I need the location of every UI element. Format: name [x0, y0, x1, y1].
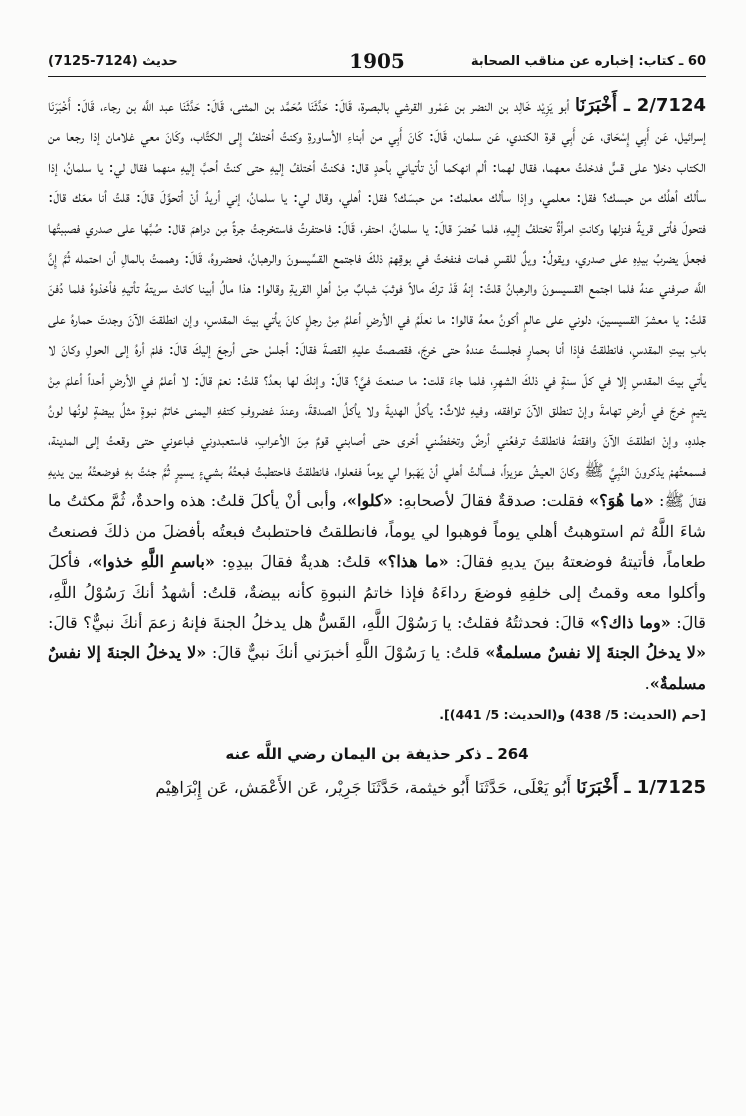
hadith-range: حديث (7124-7125) [48, 54, 178, 69]
prophet-quote: «لا يدخلُ الجنةَ إلا نفسٌ مسلمةٌ» [485, 643, 707, 663]
prophet-quote: «وما ذاك؟» [590, 612, 671, 632]
hadith-number: 1/7125 [636, 777, 706, 799]
hadith-end: . [644, 673, 650, 693]
prophet-quote: «كلوا» [346, 491, 393, 511]
hadith-7124-paragraph: 2/7124 ـ أَخْبَرَنَا أبو يَزِيْد خَالِد بن النضر بن عَمْرو القرشي بالبصرة، قَالَ: حَدَّثَنَا مُحَمَّد بن المثنى، قَالَ: حَدَّثَنَا عبد اللَّه بن رجاء، قَالَ: أَخْبَرَنَا إسرائيل، عَن أَبِي إِسْحَاق، عَن أَبِي قرة الكندي، عَن سلمان، قَالَ: كَانَ أَبِي من أبناءِ الأساورةِ وكنتُ أختلفُ إِلى الكتَّاب، وكَانَ معي غلامان إذا رجعا من الكتاب دخلا على قسٍّ فدخلتُ معهما، فقال لهما: ألم انهكما أنْ تأتياني بأحدٍ قال: فكنتُ أختلفُ إليهِ حتى كنتُ أحبَّ إليهِ منهما فقال لي: يا سلمانُ، إذا سألك أهلُك من حبسك؟ فقل: معلمي، وإذا سألك معلمك: من حبسَك؟ فقل: أهلي، وقال لي: يا سلمانُ، إني أريدُ أنْ أتحوَّلَ قالَ: قلتُ أنا معَك قالَ: فتحولَ فأتى قريةً فنزلها وكانتِ امرأةٌ تختلفُ إليهِ، فلما حُضرَ قالَ: يا سلمانُ، احتفر، قَالَ: فاحتفرتُ فاستخرجتُ جرةً مِن دراهمَ قال: صُبَّها على صدري فصببتُها فجعلَ يضربُ بيدِهِ على صدري، ويقولُ: ويلٌ للقسِ فمات فنفختُ في بوقِهمْ ذلكَ فاجتمع القسِّيسونَ والرهبانُ، فحضروهُ، قَالَ: وهممتُ بالمالِ أن احتمله ثُمَّ إِنَّ اللَّه صرفني عنهُ فلما اجتمع القسيسونَ والرهبانُ قلتُ: إنهُ قَدْ تركَ مالاً فوثبَ شبابٌ مِنْ أهلِ القريةِ وقالوا: هذا مالُ أبينا كانتْ سريتهُ تأتيهِ فأخذوهُ فلما دُفنَ قلتُ: يا معشرَ القسيسينَ، دلوني على عالمٍ أكونُ معهُ قالوا: ما نعلَمُ في الأرضِ أعلمُ مِنْ رجلٍ كانَ يأتي بيتَ المقدسِ، وإن انطلقتَ الآنَ وجدتَ حمارهُ على بابِ بيتِ المقدسِ، فانطلقتُ فإذا أنا بحمارٍ فجلستُ عندهُ حتى خرجَ، فقصصتُ عليهِ القصةَ فقالَ: أجلسْ حتى أرجعَ إليكَ قالَ: فلمْ أرهُ إلى الحولِ وكانَ لا يأتي بيتَ المقدسِ إلا في كلّ سنةٍ في ذلكَ الشهرِ، فلما جاءَ قلت: ما صنعتَ فيَّ؟ قالَ: وإنكَ لها بعدُ؟ قلتُ: نعمْ قالَ: لا أعلمُ في الأرضِ أحداً أعلمَ مِنْ يتيمٍ خرجَ في أرضِ تهامةَ وإنْ تنطلق الآنَ توافقه، وفيهِ ثلاثٌ: يأكلُ الهديةَ ولا يأكلُ الصدقةَ، وعندَ غضروفِ كتفهِ اليمنى خاتمُ نبوةٍ مثلُ بيضةٍ لونُها لونُ جلدهِ، وإنْ انطلقتَ الآنَ وافقتهُ فانطلقتُ ترفعُني أرضٌ وتخفضُني أخرى حتى أصابني قومٌ مِنَ الأعرابِ، فاستعبدوني فباعوني حتى وقعتُ إلى المدينة، فسمعتُهمْ يذكرونَ النَّبِيَّ ﷺ وكانَ العيشُ عزيزاً، فسألتُ أهلي أنْ يَهَبوا لي يوماً ففعلوا، فانطلقتُ فاحتطبتُ فبعتُهُ بشيءٍ يسيرٍ ثُمَّ جئتُ بهِ فوضعتُهُ بين يديهِ فقالَ ﷺ: «ما هُوَ؟» فقلت: صدقةٌ فقالَ لأصحابهِ: «كلوا»، وأبى أنْ يأكلَ قلتُ: هذه واحدةٌ، ثُمَّ مكثتُ ما شاءَ اللَّهُ ثم استوهبتُ أهلي يوماً فوهبوا لي يوماً، فانطلقتُ فاحتطبتُ فبعتُه بأفضلَ من ذلكَ فصنعتُ طعاماً، فأتيتهُ فوضعتهُ بينَ يديهِ فقالَ: «ما هذا؟» قلتُ: هديةٌ فقالَ بيدِهِ: «باسمِ اللَّهِ خذوا»، فأكلَ وأكلوا معه وقمتُ إلى خلفِهِ فوضعَ رداءَهُ فإذا خاتمُ النبوةِ كأنه بيضةٌ، قلتُ: أشهدُ أنكَ رَسُوْلُ اللَّهِ، قالَ: «وما ذاك؟» قالَ: فحدثتُهُ فقلتُ: يا رَسُوْلَ اللَّهِ، القَسُّ هل يدخلُ الجنةَ فإنهُ زعمَ أنكَ نبيٌّ؟ قالَ: «لا يدخلُ الجنةَ إلا نفسٌ مسلمةٌ» قلتُ: يا رَسُوْلَ اللَّهِ أخبرَني أنكَ نبيٌّ قالَ: «لا يدخلُ الجنةَ إلا نفسٌ مسلمةٌ». [48, 95, 707, 693]
chapter-title: 60 ـ كتاب: إخباره عن مناقب الصحابة [470, 54, 706, 69]
hadith-text: ، فأكلَ وأكلوا معه وقمتُ إلى خلفِهِ فوضعَ رداءَهُ فإذا خاتمُ النبوةِ كأنه بيضةٌ، قلتُ: أشهدُ أنكَ رَسُوْلُ اللَّهِ، قالَ: [48, 552, 706, 632]
prophet-quote: «ما هُوَ؟» [589, 491, 654, 511]
prophet-quote: «باسمِ اللَّهِ خذوا» [92, 552, 215, 572]
hadith-text: ، وأبى أنْ يأكلَ قلتُ: هذه واحدةٌ، ثُمَّ مكثتُ ما شاءَ اللَّهُ ثم استوهبتُ أهلي يوماً فوهبوا لي يوماً، فانطلقتُ فاحتطبتُ فبعتُه بأفضلَ من ذلكَ فصنعتُ طعاماً، فأتيتهُ فوضعتهُ بينَ يديهِ فقالَ: [48, 491, 706, 572]
section-heading: 264 ـ ذكر حذيفة بن اليمان رضي اللَّه عنه [225, 745, 529, 764]
hadith-7124 [48, 91, 706, 699]
hadith-text: أبو يَزِيْد خَالِد بن النضر بن عَمْرو القرشي بالبصرة، قَالَ: حَدَّثَنَا مُحَمَّد بن المثنى، قَالَ: حَدَّثَنَا عبد اللَّه بن رجاء، قَالَ: أَخْبَرَنَا إسرائيل، عَن أَبِي إِسْحَاق، عَن أَبِي قرة الكندي، عَن سلمان، قَالَ: كَانَ أَبِي من أبناءِ الأساورةِ وكنتُ أختلفُ إِلى الكتَّاب، وكَانَ معي غلامان إذا رجعا من الكتاب دخلا على قسٍّ فدخلتُ معهما، فقال لهما: ألم انهكما أنْ تأتياني بأحدٍ قال: فكنتُ أختلفُ إليهِ حتى كنتُ أحبَّ إليهِ منهما فقال لي: يا سلمانُ، إذا سألك أهلُك من حبسك؟ فقل: معلمي، وإذا سألك معلمك: من حبسَك؟ فقل: أهلي، وقال لي: يا سلمانُ، إني أريدُ أنْ أتحوَّلَ قالَ: قلتُ أنا معَك قالَ: فتحولَ فأتى قريةً فنزلها وكانتِ امرأةٌ تختلفُ إليهِ، فلما حُضرَ قالَ: يا سلمانُ، احتفر، قَالَ: فاحتفرتُ فاستخرجتُ جرةً مِن دراهمَ قال: صُبَّها على صدري فصببتُها فجعلَ يضربُ بيدِهِ على صدري، ويقولُ: ويلٌ للقسِ فمات فنفختُ في بوقِهمْ ذلكَ فاجتمع القسِّيسونَ والرهبانُ، فحضروهُ، قَالَ: وهممتُ بالمالِ أن احتمله ثُمَّ إِنَّ اللَّه صرفني عنهُ فلما اجتمع القسيسونَ والرهبانُ قلتُ: إنهُ قَدْ تركَ مالاً فوثبَ شبابٌ مِنْ أهلِ القريةِ وقالوا: هذا مالُ أبينا كانتْ سريتهُ تأتيهِ فأخذوهُ فلما دُفنَ قلتُ: يا معشرَ القسيسينَ، دلوني على عالمٍ أكونُ معهُ قالوا: ما نعلَمُ في الأرضِ أعلمُ مِنْ رجلٍ كانَ يأتي بيتَ المقدسِ، وإن انطلقتَ الآنَ وجدتَ حمارهُ على بابِ بيتِ المقدسِ، فانطلقتُ فإذا أنا بحمارٍ فجلستُ عندهُ حتى خرجَ، فقصصتُ عليهِ القصةَ فقالَ: أجلسْ حتى أرجعَ إليكَ قالَ: فلمْ أرهُ إلى الحولِ وكانَ لا يأتي بيتَ المقدسِ إلا في كلّ سنةٍ في ذلكَ الشهرِ، فلما جاءَ قلت: ما صنعتَ فيَّ؟ قالَ: وإنكَ لها بعدُ؟ قلتُ: نعمْ قالَ: لا أعلمُ في الأرضِ أحداً أعلمَ مِنْ يتيمٍ خرجَ في أرضِ تهامةَ وإنْ تنطلق الآنَ توافقه، وفيهِ ثلاثٌ: يأكلُ الهديةَ ولا يأكلُ الصدقةَ، وعندَ غضروفِ كتفهِ اليمنى خاتمُ نبوةٍ مثلُ بيضةٍ لونُها لونُ جلدهِ، وإنْ انطلقتَ الآنَ وافقتهُ فانطلقتُ ترفعُني أرضٌ وتخفضُني أخرى حتى أصابني قومٌ مِنَ الأعرابِ، فاستعبدوني فباعوني حتى وقعتُ إلى المدينة، فسمعتُهمْ يذكرونَ النَّبِيَّ ﷺ وكانَ العيشُ عزيزاً، فسألتُ أهلي أنْ يَهَبوا لي يوماً ففعلوا، فانطلقتُ فاحتطبتُ فبعتُهُ بشيءٍ يسيرٍ ثُمَّ جئتُ بهِ فوضعتُهُ بين يديهِ فقالَ ﷺ: [48, 96, 706, 511]
prophet-quote: «لا يدخلُ الجنةَ إلا نفسٌ مسلمةٌ» [48, 643, 706, 693]
prophet-quote: «ما هذا؟» [377, 552, 449, 572]
akhbarana-word: أَخْبَرَنَا [575, 95, 618, 116]
page-number: 1905 [349, 49, 405, 73]
hadith-number: 2/7124 [636, 95, 706, 116]
hadith-text: قلتُ: هديةٌ فقالَ بيدِهِ: [221, 552, 371, 572]
hadith-7125: 1/7125 ـ أَخْبَرَنَا أَبُو يَعْلَى، حَدَّثَنَا أَبُو خيثمة، حَدَّثَنَا جَرِيْر، عَن الأَعْمَش، عَن إِبْرَاهِيْم [155, 777, 706, 799]
akhbarana-word: أَخْبَرَنَا [576, 777, 619, 799]
hadith-text: قالَ: فحدثتُهُ فقلتُ: يا رَسُوْلَ اللَّهِ، القَسُّ هل يدخلُ الجنةَ فإنهُ زعمَ أنكَ نبيٌّ؟ قالَ: [48, 612, 585, 632]
hadith-text: قلتُ: يا رَسُوْلَ اللَّهِ أخبرَني أنكَ نبيٌّ قالَ: [211, 643, 480, 663]
running-header [48, 48, 706, 77]
book-page [48, 48, 706, 1088]
hadith-text: فقلت: صدقةٌ فقالَ لأصحابهِ: [398, 491, 584, 511]
source-reference: [حم (الحديث: 5/ 438) و(الحديث: 5/ 441)]. [439, 707, 706, 723]
hadith-text: أَبُو يَعْلَى، حَدَّثَنَا أَبُو خيثمة، حَدَّثَنَا جَرِيْر، عَن الأَعْمَش، عَن إِبْرَاهِيْم [155, 778, 571, 798]
